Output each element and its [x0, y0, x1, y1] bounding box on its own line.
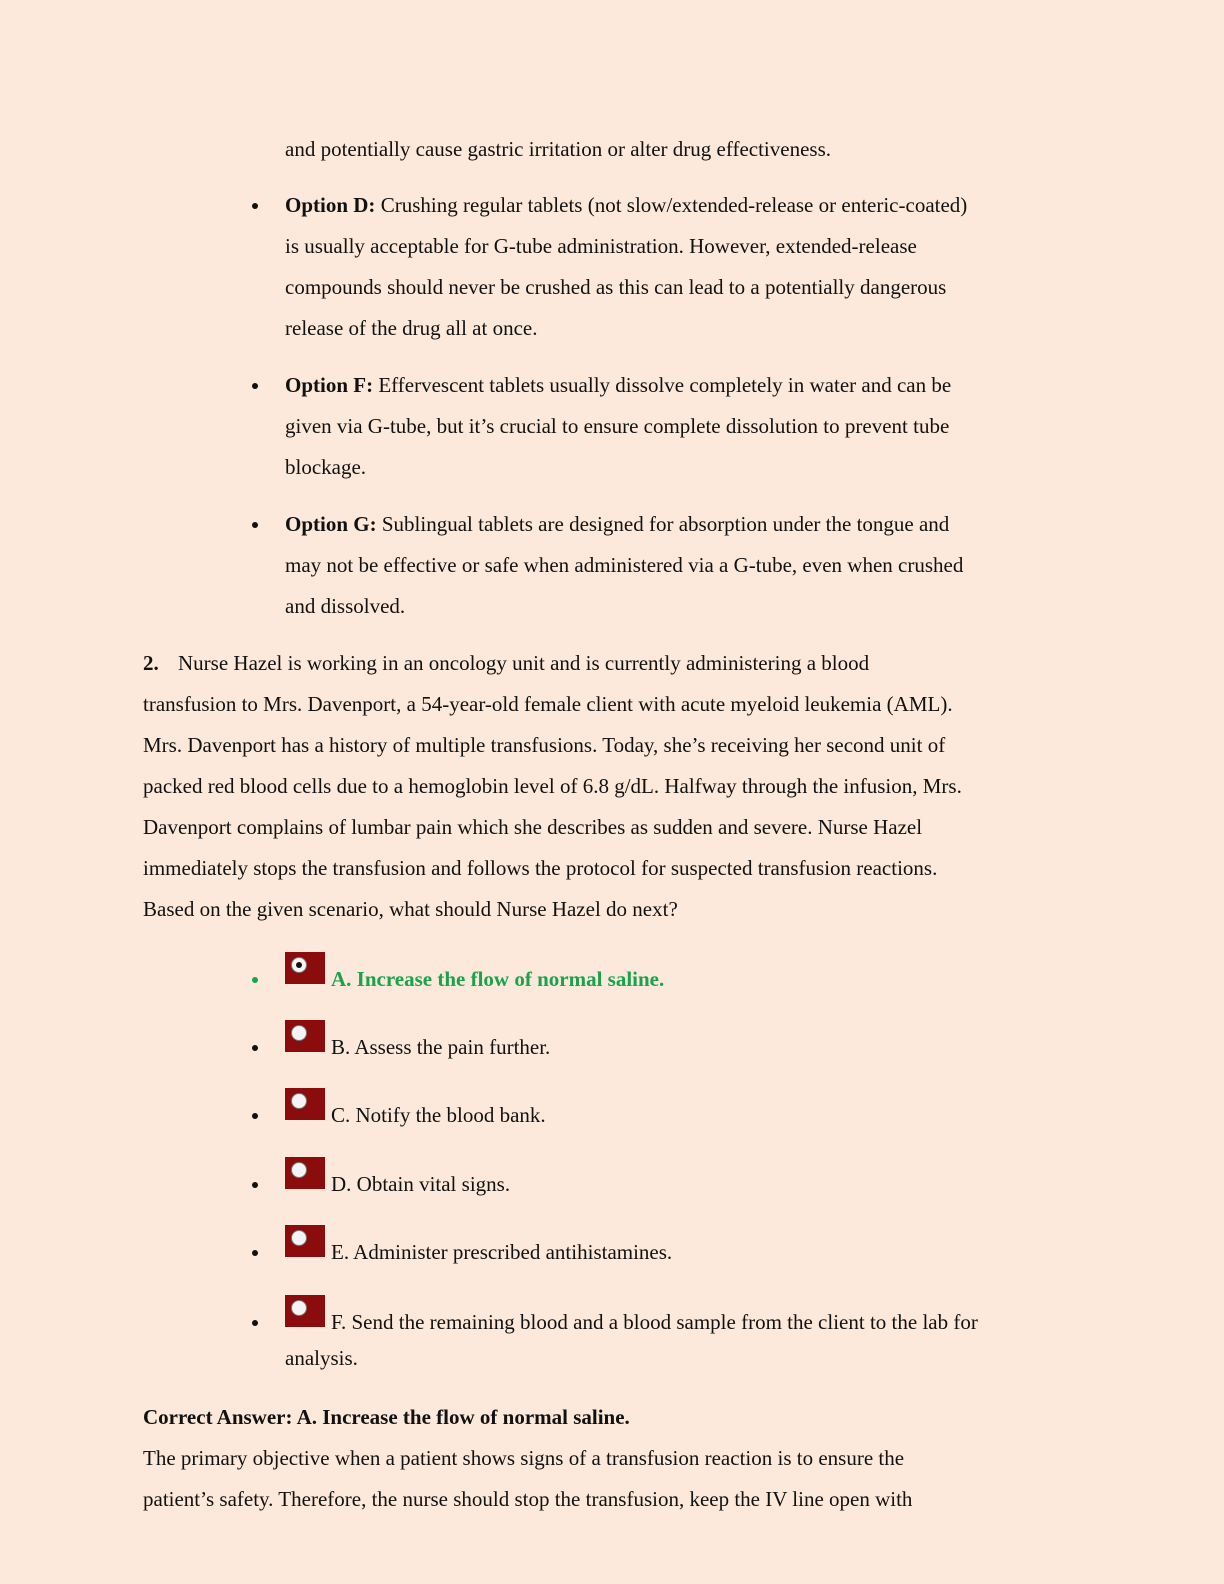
choice-b-radio[interactable] — [285, 1020, 325, 1052]
choice-c-radio[interactable] — [285, 1088, 325, 1120]
question-line-6: immediately stops the transfusion and follows the protocol for suspected transfusion reactions. — [143, 856, 938, 880]
choice-e-radio[interactable] — [285, 1225, 325, 1257]
continuation-text: and potentially cause gastric irritation or alter drug effectiveness. — [285, 137, 831, 161]
bullet — [252, 203, 258, 209]
choice-f-label: F. Send the remaining blood and a blood sample from the client to the lab for — [331, 1310, 978, 1334]
radio-unselected-icon — [291, 1300, 307, 1316]
option-d-line-2: is usually acceptable for G-tube administration. However, extended-release — [285, 234, 917, 258]
correct-answer-heading: Correct Answer: A. Increase the flow of normal saline. — [143, 1405, 630, 1429]
radio-unselected-icon — [291, 1093, 307, 1109]
option-g-line-3: and dissolved. — [285, 594, 406, 618]
choice-d-label: D. Obtain vital signs. — [331, 1172, 511, 1196]
choice-c-label: C. Notify the blood bank. — [331, 1103, 546, 1127]
option-f-line-2: given via G-tube, but it’s crucial to ensure complete dissolution to prevent tube — [285, 414, 950, 438]
radio-unselected-icon — [291, 1162, 307, 1178]
choice-a-radio[interactable] — [285, 952, 325, 984]
bullet — [252, 1320, 258, 1326]
bullet — [252, 383, 258, 389]
radio-unselected-icon — [291, 1230, 307, 1246]
question-line-7: Based on the given scenario, what should Nurse Hazel do next? — [143, 897, 678, 921]
question-line-2: transfusion to Mrs. Davenport, a 54-year-old female client with acute myeloid leukemia (AML). — [143, 692, 953, 716]
radio-unselected-icon — [291, 1025, 307, 1041]
choice-d-radio[interactable] — [285, 1157, 325, 1189]
bullet — [252, 1250, 258, 1256]
option-g-line-1: Option G: Sublingual tablets are designed for absorption under the tongue and — [285, 512, 950, 536]
option-f-line-1: Option F: Effervescent tablets usually dissolve completely in water and can be — [285, 373, 952, 397]
bullet — [252, 1182, 258, 1188]
option-f-line-3: blockage. — [285, 455, 367, 479]
bullet — [252, 977, 258, 983]
bullet — [252, 1113, 258, 1119]
choice-a-label: A. Increase the flow of normal saline. — [331, 967, 665, 991]
question-line-4: packed red blood cells due to a hemoglobin level of 6.8 g/dL. Halfway through the infusion, Mrs. — [143, 774, 962, 798]
question-line-1: Nurse Hazel is working in an oncology unit and is currently administering a blood — [178, 651, 870, 675]
answer-line-2: patient’s safety. Therefore, the nurse should stop the transfusion, keep the IV line open with — [143, 1487, 913, 1511]
choice-e-label: E. Administer prescribed antihistamines. — [331, 1240, 673, 1264]
bullet — [252, 1045, 258, 1051]
option-g-line-2: may not be effective or safe when administered via a G-tube, even when crushed — [285, 553, 964, 577]
question-line-3: Mrs. Davenport has a history of multiple transfusions. Today, she’s receiving her second unit of — [143, 733, 946, 757]
option-d-line-1: Option D: Crushing regular tablets (not slow/extended-release or enteric-coated) — [285, 193, 968, 217]
option-d-line-3: compounds should never be crushed as this can lead to a potentially dangerous — [285, 275, 947, 299]
choice-f-radio[interactable] — [285, 1295, 325, 1327]
bullet — [252, 522, 258, 528]
choice-f-label-continuation: analysis. — [285, 1346, 358, 1370]
question-line-5: Davenport complains of lumbar pain which she describes as sudden and severe. Nurse Hazel — [143, 815, 923, 839]
question-number: 2. — [143, 651, 159, 675]
radio-selected-icon — [291, 957, 307, 973]
option-d-line-4: release of the drug all at once. — [285, 316, 538, 340]
answer-line-1: The primary objective when a patient shows signs of a transfusion reaction is to ensure the — [143, 1446, 905, 1470]
choice-b-label: B. Assess the pain further. — [331, 1035, 551, 1059]
